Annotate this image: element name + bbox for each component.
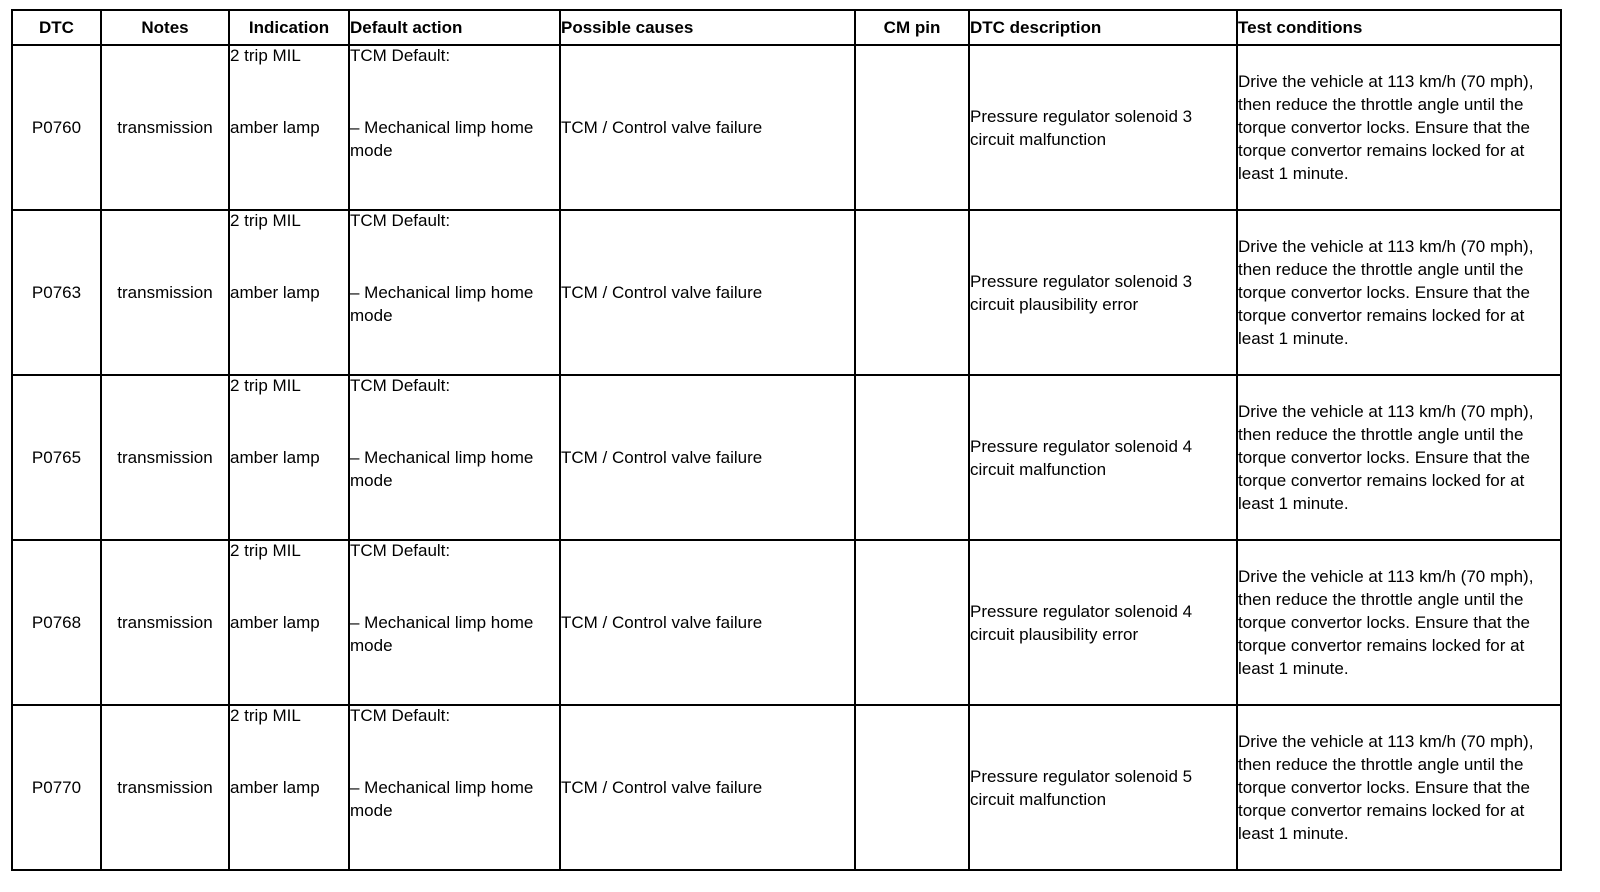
dtc-description-cell <box>969 45 1237 210</box>
possible-causes-text: TCM / Control valve failure <box>561 613 763 632</box>
action-detail: – Mechanical limp home mode <box>350 613 534 655</box>
test-conditions-cell <box>1237 210 1561 375</box>
dtc-description-cell <box>969 705 1237 870</box>
indication-lamp: amber lamp <box>230 448 320 467</box>
table-row <box>12 375 1561 540</box>
dtc-description-cell <box>969 375 1237 540</box>
possible-causes-cell <box>560 705 855 870</box>
possible-causes-text: TCM / Control valve failure <box>561 283 763 302</box>
default-action-cell <box>349 210 560 375</box>
test-conditions-text: Drive the vehicle at 113 km/h (70 mph), then reduce the throttle angle until the torque convertor locks. Ensure that the torque convertor remains locked for at least 1 minute. <box>1238 237 1534 348</box>
header-default-action: Default action <box>349 10 560 45</box>
action-detail: – Mechanical limp home mode <box>350 118 534 160</box>
dtc-code: P0760 <box>31 118 82 137</box>
table-row <box>12 210 1561 375</box>
header-test-conditions: Test conditions <box>1237 10 1561 45</box>
table-row <box>12 45 1561 210</box>
cm-pin-cell <box>855 540 969 705</box>
possible-causes-cell <box>560 45 855 210</box>
notes-text: transmission <box>117 448 213 467</box>
possible-causes-cell <box>560 540 855 705</box>
notes-text: transmission <box>117 613 213 632</box>
table-row <box>12 705 1561 870</box>
dtc-description-text: Pressure regulator solenoid 5 circuit malfunction <box>970 766 1193 809</box>
header-dtc: DTC <box>12 10 101 45</box>
indication-trip: 2 trip MIL <box>230 211 301 230</box>
action-detail: – Mechanical limp home mode <box>350 448 534 490</box>
indication-cell <box>229 210 349 375</box>
dtc-description-text: Pressure regulator solenoid 3 circuit plausibility error <box>970 271 1193 314</box>
indication-lamp: amber lamp <box>230 283 320 302</box>
indication-lamp: amber lamp <box>230 118 320 137</box>
dtc-code: P0763 <box>31 283 82 302</box>
test-conditions-text: Drive the vehicle at 113 km/h (70 mph), then reduce the throttle angle until the torque convertor locks. Ensure that the torque convertor remains locked for at least 1 minute. <box>1238 402 1534 513</box>
dtc-code-cell <box>12 540 101 705</box>
possible-causes-cell <box>560 375 855 540</box>
action-title: TCM Default: <box>350 376 451 395</box>
dtc-description-cell <box>969 210 1237 375</box>
dtc-code: P0770 <box>31 778 82 797</box>
dtc-code-cell <box>12 375 101 540</box>
action-title: TCM Default: <box>350 211 451 230</box>
dtc-code: P0765 <box>31 448 82 467</box>
header-indication: Indication <box>229 10 349 45</box>
notes-cell <box>101 540 229 705</box>
indication-lamp: amber lamp <box>230 613 320 632</box>
cm-pin-cell <box>855 45 969 210</box>
header-row <box>12 10 1561 45</box>
notes-text: transmission <box>117 283 213 302</box>
indication-trip: 2 trip MIL <box>230 376 301 395</box>
notes-text: transmission <box>117 118 213 137</box>
indication-cell <box>229 705 349 870</box>
indication-cell <box>229 540 349 705</box>
test-conditions-text: Drive the vehicle at 113 km/h (70 mph), then reduce the throttle angle until the torque convertor locks. Ensure that the torque convertor remains locked for at least 1 minute. <box>1238 732 1534 843</box>
indication-trip: 2 trip MIL <box>230 46 301 65</box>
dtc-code-cell <box>12 210 101 375</box>
indication-cell <box>229 45 349 210</box>
default-action-cell <box>349 705 560 870</box>
indication-lamp: amber lamp <box>230 778 320 797</box>
dtc-code-cell <box>12 705 101 870</box>
header-dtc-description: DTC description <box>969 10 1237 45</box>
possible-causes-cell <box>560 210 855 375</box>
action-title: TCM Default: <box>350 46 451 65</box>
default-action-cell <box>349 375 560 540</box>
header-cm-pin: CM pin <box>855 10 969 45</box>
dtc-code: P0768 <box>31 613 82 632</box>
possible-causes-text: TCM / Control valve failure <box>561 778 763 797</box>
possible-causes-text: TCM / Control valve failure <box>561 448 763 467</box>
table-row <box>12 540 1561 705</box>
cm-pin-cell <box>855 375 969 540</box>
notes-cell <box>101 210 229 375</box>
header-notes: Notes <box>101 10 229 45</box>
dtc-description-cell <box>969 540 1237 705</box>
test-conditions-cell <box>1237 705 1561 870</box>
notes-cell <box>101 375 229 540</box>
action-title: TCM Default: <box>350 706 451 725</box>
indication-trip: 2 trip MIL <box>230 541 301 560</box>
test-conditions-text: Drive the vehicle at 113 km/h (70 mph), then reduce the throttle angle until the torque convertor locks. Ensure that the torque convertor remains locked for at least 1 minute. <box>1238 72 1534 183</box>
notes-cell <box>101 45 229 210</box>
test-conditions-cell <box>1237 45 1561 210</box>
default-action-cell <box>349 540 560 705</box>
indication-trip: 2 trip MIL <box>230 706 301 725</box>
default-action-cell <box>349 45 560 210</box>
header-possible-causes: Possible causes <box>560 10 855 45</box>
notes-text: transmission <box>117 778 213 797</box>
test-conditions-cell <box>1237 375 1561 540</box>
dtc-description-text: Pressure regulator solenoid 4 circuit malfunction <box>970 436 1193 479</box>
table-body <box>12 45 1561 870</box>
test-conditions-cell <box>1237 540 1561 705</box>
indication-cell <box>229 375 349 540</box>
action-detail: – Mechanical limp home mode <box>350 283 534 325</box>
possible-causes-text: TCM / Control valve failure <box>561 118 763 137</box>
dtc-description-text: Pressure regulator solenoid 4 circuit plausibility error <box>970 601 1193 644</box>
cm-pin-cell <box>855 210 969 375</box>
action-title: TCM Default: <box>350 541 451 560</box>
test-conditions-text: Drive the vehicle at 113 km/h (70 mph), then reduce the throttle angle until the torque convertor locks. Ensure that the torque convertor remains locked for at least 1 minute. <box>1238 567 1534 678</box>
dtc-table <box>11 9 1562 871</box>
dtc-description-text: Pressure regulator solenoid 3 circuit malfunction <box>970 106 1193 149</box>
action-detail: – Mechanical limp home mode <box>350 778 534 820</box>
dtc-code-cell <box>12 45 101 210</box>
notes-cell <box>101 705 229 870</box>
cm-pin-cell <box>855 705 969 870</box>
